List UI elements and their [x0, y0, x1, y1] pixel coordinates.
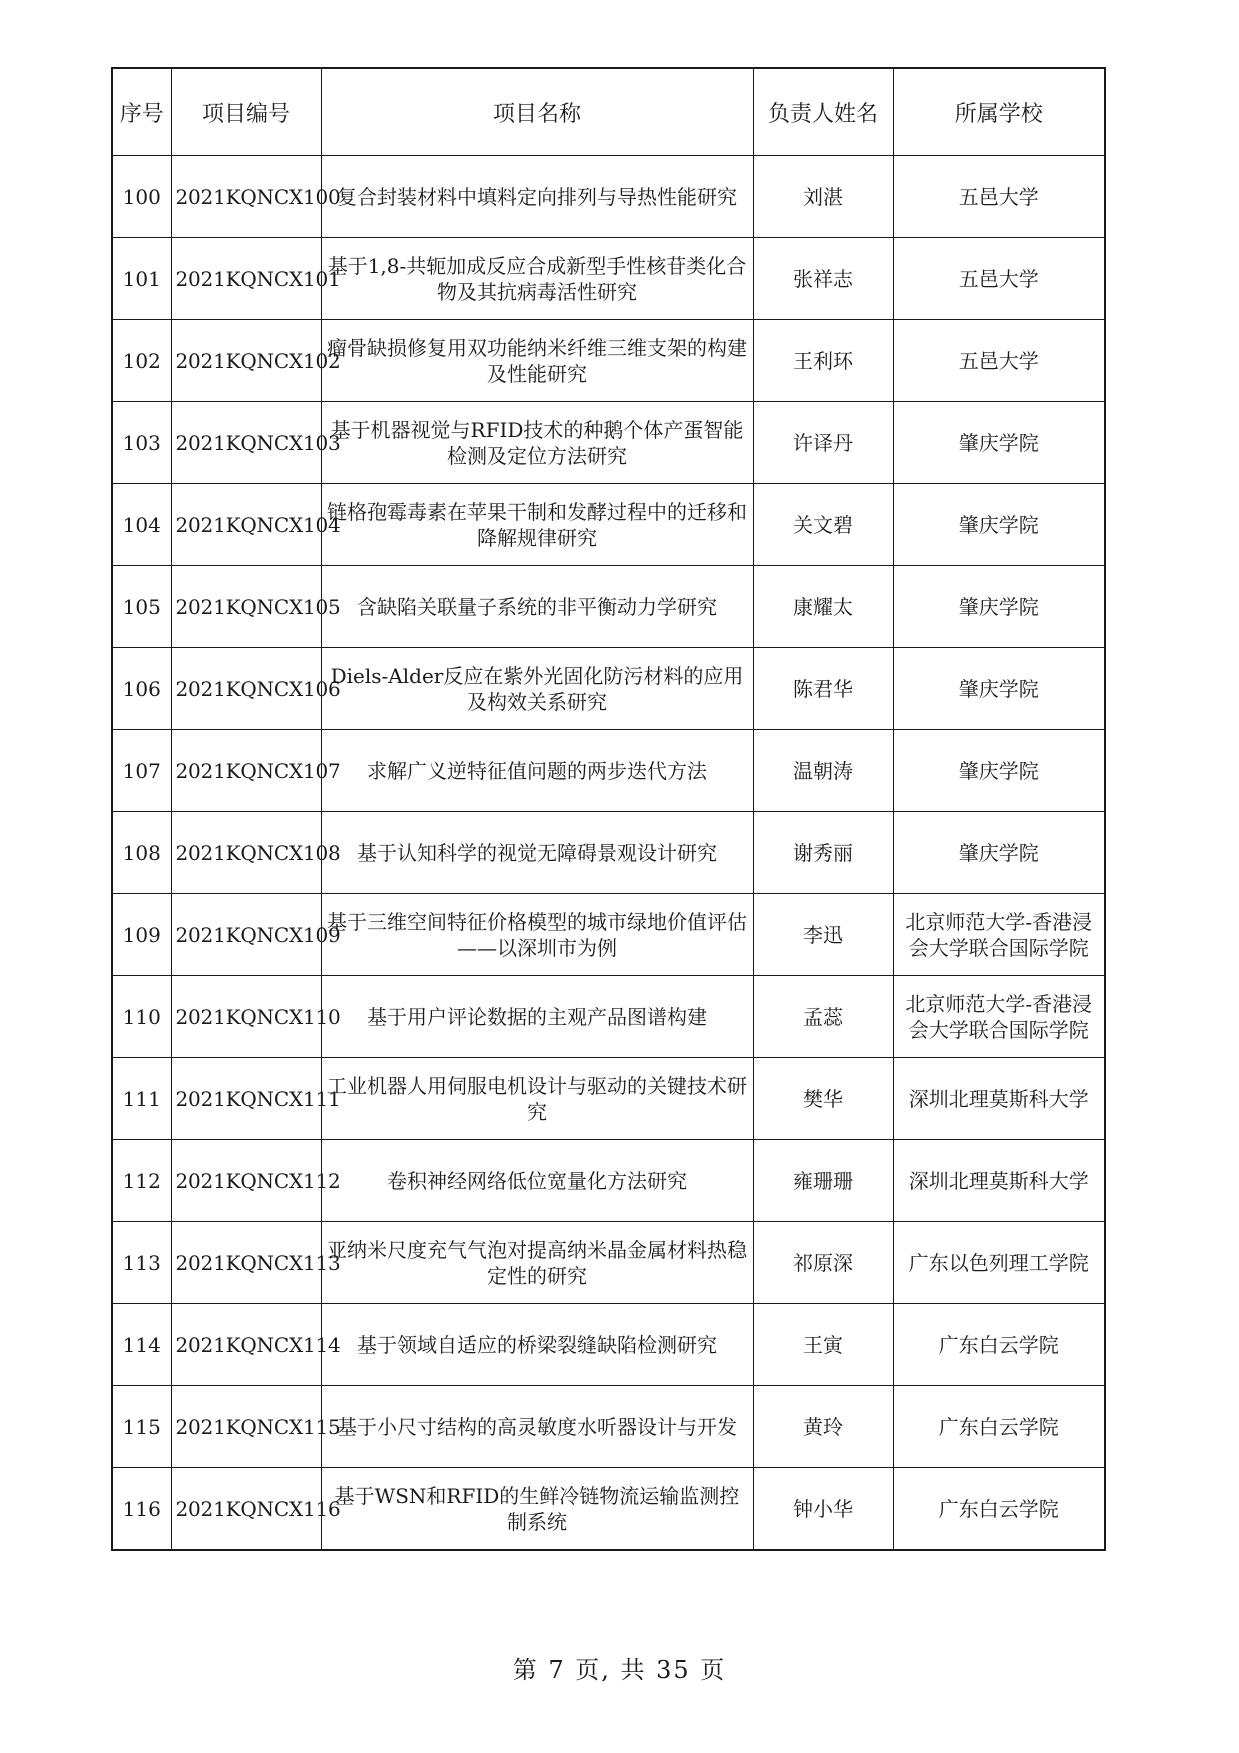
cell-leader-name: 李迅	[753, 894, 893, 976]
cell-project-name: 基于用户评论数据的主观产品图谱构建	[321, 976, 753, 1058]
cell-seq: 103	[112, 402, 171, 484]
table-row	[112, 894, 1105, 976]
cell-school: 深圳北理莫斯科大学	[893, 1058, 1105, 1140]
cell-seq: 112	[112, 1140, 171, 1222]
cell-seq: 116	[112, 1468, 171, 1551]
cell-school: 五邑大学	[893, 156, 1105, 238]
table-row	[112, 648, 1105, 730]
cell-project-name: 卷积神经网络低位宽量化方法研究	[321, 1140, 753, 1222]
cell-seq: 107	[112, 730, 171, 812]
cell-leader-name: 谢秀丽	[753, 812, 893, 894]
cell-project-code: 2021KQNCX101	[171, 238, 321, 320]
cell-leader-name: 陈君华	[753, 648, 893, 730]
cell-project-name: 基于三维空间特征价格模型的城市绿地价值评估——以深圳市为例	[321, 894, 753, 976]
cell-project-name: Diels-Alder反应在紫外光固化防污材料的应用及构效关系研究	[321, 648, 753, 730]
cell-seq: 109	[112, 894, 171, 976]
cell-leader-name: 樊华	[753, 1058, 893, 1140]
cell-project-code: 2021KQNCX112	[171, 1140, 321, 1222]
table-header-row	[112, 68, 1105, 156]
cell-leader-name: 康耀太	[753, 566, 893, 648]
cell-project-name: 工业机器人用伺服电机设计与驱动的关键技术研究	[321, 1058, 753, 1140]
cell-leader-name: 雍珊珊	[753, 1140, 893, 1222]
cell-project-name: 基于领域自适应的桥梁裂缝缺陷检测研究	[321, 1304, 753, 1386]
cell-leader-name: 许译丹	[753, 402, 893, 484]
cell-school: 广东以色列理工学院	[893, 1222, 1105, 1304]
cell-project-code: 2021KQNCX100	[171, 156, 321, 238]
cell-project-code: 2021KQNCX103	[171, 402, 321, 484]
cell-school: 肇庆学院	[893, 402, 1105, 484]
cell-project-code: 2021KQNCX107	[171, 730, 321, 812]
cell-seq: 111	[112, 1058, 171, 1140]
header-school: 所属学校	[893, 68, 1105, 156]
cell-project-code: 2021KQNCX108	[171, 812, 321, 894]
cell-leader-name: 王利环	[753, 320, 893, 402]
cell-leader-name: 孟蕊	[753, 976, 893, 1058]
cell-seq: 113	[112, 1222, 171, 1304]
table-body	[112, 156, 1105, 1551]
cell-seq: 108	[112, 812, 171, 894]
cell-project-name: 基于小尺寸结构的高灵敏度水听器设计与开发	[321, 1386, 753, 1468]
cell-project-code: 2021KQNCX111	[171, 1058, 321, 1140]
header-project-code: 项目编号	[171, 68, 321, 156]
cell-leader-name: 关文碧	[753, 484, 893, 566]
cell-school: 北京师范大学-香港浸会大学联合国际学院	[893, 976, 1105, 1058]
cell-school: 肇庆学院	[893, 730, 1105, 812]
table-row	[112, 1304, 1105, 1386]
cell-seq: 114	[112, 1304, 171, 1386]
cell-seq: 100	[112, 156, 171, 238]
cell-school: 广东白云学院	[893, 1468, 1105, 1551]
cell-project-code: 2021KQNCX116	[171, 1468, 321, 1551]
table-row	[112, 1468, 1105, 1551]
cell-project-name: 基于1,8-共轭加成反应合成新型手性核苷类化合物及其抗病毒活性研究	[321, 238, 753, 320]
cell-project-name: 瘤骨缺损修复用双功能纳米纤维三维支架的构建及性能研究	[321, 320, 753, 402]
cell-project-code: 2021KQNCX102	[171, 320, 321, 402]
header-project-name: 项目名称	[321, 68, 753, 156]
cell-project-code: 2021KQNCX109	[171, 894, 321, 976]
cell-school: 广东白云学院	[893, 1386, 1105, 1468]
table-row	[112, 976, 1105, 1058]
table-row	[112, 320, 1105, 402]
table-row	[112, 238, 1105, 320]
cell-project-code: 2021KQNCX106	[171, 648, 321, 730]
cell-project-code: 2021KQNCX113	[171, 1222, 321, 1304]
header-seq: 序号	[112, 68, 171, 156]
table-row	[112, 402, 1105, 484]
cell-school: 广东白云学院	[893, 1304, 1105, 1386]
table-row	[112, 730, 1105, 812]
cell-seq: 106	[112, 648, 171, 730]
cell-school: 肇庆学院	[893, 566, 1105, 648]
cell-seq: 115	[112, 1386, 171, 1468]
cell-seq: 110	[112, 976, 171, 1058]
cell-school: 五邑大学	[893, 238, 1105, 320]
cell-seq: 104	[112, 484, 171, 566]
cell-project-code: 2021KQNCX110	[171, 976, 321, 1058]
cell-leader-name: 张祥志	[753, 238, 893, 320]
page-number: 第 7 页, 共 35 页	[512, 1656, 727, 1684]
cell-project-code: 2021KQNCX115	[171, 1386, 321, 1468]
cell-school: 肇庆学院	[893, 484, 1105, 566]
table-row	[112, 1222, 1105, 1304]
cell-project-code: 2021KQNCX105	[171, 566, 321, 648]
table-row	[112, 156, 1105, 238]
cell-school: 肇庆学院	[893, 648, 1105, 730]
cell-project-code: 2021KQNCX114	[171, 1304, 321, 1386]
cell-seq: 101	[112, 238, 171, 320]
project-list-table	[111, 67, 1106, 1551]
cell-project-name: 基于机器视觉与RFID技术的种鹅个体产蛋智能检测及定位方法研究	[321, 402, 753, 484]
cell-seq: 102	[112, 320, 171, 402]
cell-project-code: 2021KQNCX104	[171, 484, 321, 566]
cell-project-name: 基于WSN和RFID的生鲜冷链物流运输监测控制系统	[321, 1468, 753, 1551]
cell-project-name: 链格孢霉毒素在苹果干制和发酵过程中的迁移和降解规律研究	[321, 484, 753, 566]
header-leader-name: 负责人姓名	[753, 68, 893, 156]
cell-project-name: 求解广义逆特征值问题的两步迭代方法	[321, 730, 753, 812]
cell-school: 深圳北理莫斯科大学	[893, 1140, 1105, 1222]
table-row	[112, 566, 1105, 648]
cell-school: 肇庆学院	[893, 812, 1105, 894]
cell-project-name: 含缺陷关联量子系统的非平衡动力学研究	[321, 566, 753, 648]
cell-leader-name: 黄玲	[753, 1386, 893, 1468]
table-row	[112, 1058, 1105, 1140]
cell-school: 北京师范大学-香港浸会大学联合国际学院	[893, 894, 1105, 976]
cell-leader-name: 王寅	[753, 1304, 893, 1386]
table-row	[112, 1386, 1105, 1468]
cell-leader-name: 祁原深	[753, 1222, 893, 1304]
table-row	[112, 484, 1105, 566]
cell-leader-name: 钟小华	[753, 1468, 893, 1551]
table-row	[112, 1140, 1105, 1222]
table-row	[112, 812, 1105, 894]
cell-project-name: 复合封装材料中填料定向排列与导热性能研究	[321, 156, 753, 238]
cell-school: 五邑大学	[893, 320, 1105, 402]
cell-leader-name: 刘湛	[753, 156, 893, 238]
cell-leader-name: 温朝涛	[753, 730, 893, 812]
cell-seq: 105	[112, 566, 171, 648]
cell-project-name: 基于认知科学的视觉无障碍景观设计研究	[321, 812, 753, 894]
cell-project-name: 亚纳米尺度充气气泡对提高纳米晶金属材料热稳定性的研究	[321, 1222, 753, 1304]
